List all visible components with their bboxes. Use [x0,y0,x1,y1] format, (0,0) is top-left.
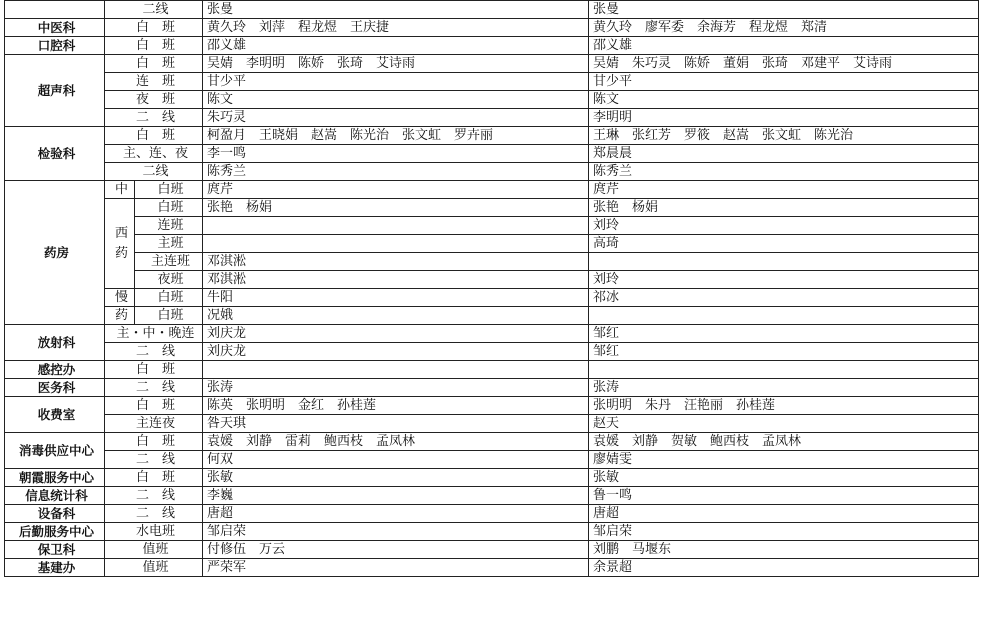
duty-names-day2: 高琦 [589,235,979,253]
duty-names-day1: 付修伍 万云 [203,541,589,559]
table-row [5,235,979,253]
duty-names-day1: 李一鸣 [203,145,589,163]
department-label: 检验科 [5,127,105,181]
shift-label: 白 班 [105,433,203,451]
duty-names-day1: 刘庆龙 [203,343,589,361]
duty-names-day1: 陈秀兰 [203,163,589,181]
duty-names-day1: 张曼 [203,1,589,19]
department-label: 医务科 [5,379,105,397]
duty-names-day2: 刘鹏 马堰东 [589,541,979,559]
department-label: 感控办 [5,361,105,379]
duty-names-day1: 刘庆龙 [203,325,589,343]
duty-names-day1: 咎天琪 [203,415,589,433]
shift-label: 二 线 [105,343,203,361]
table-row [5,199,979,217]
duty-names-day2: 张涛 [589,379,979,397]
duty-names-day2: 王琳 张红芳 罗筱 赵嵩 张文虹 陈光治 [589,127,979,145]
shift-label: 白班 [135,181,203,199]
duty-names-day2: 祁冰 [589,289,979,307]
shift-label: 白 班 [105,469,203,487]
shift-label: 二线 [105,163,203,181]
duty-names-day1: 牛阳 [203,289,589,307]
shift-label: 白班 [135,199,203,217]
table-row [5,541,979,559]
shift-label: 二 线 [105,487,203,505]
duty-names-day2: 邹启荣 [589,523,979,541]
duty-names-day2: 邹红 [589,343,979,361]
shift-label: 连 班 [105,73,203,91]
duty-names-day2 [589,253,979,271]
duty-names-day1: 张涛 [203,379,589,397]
department-label: 超声科 [5,55,105,127]
duty-names-day1: 邓淇淞 [203,253,589,271]
duty-names-day2: 甘少平 [589,73,979,91]
duty-names-day2: 吴婧 朱巧灵 陈娇 董娟 张琦 邓建平 艾诗雨 [589,55,979,73]
shift-label: 夜班 [135,271,203,289]
shift-label: 主连夜 [105,415,203,433]
table-row [5,163,979,181]
duty-names-day2 [589,361,979,379]
duty-names-day1: 张艳 杨娟 [203,199,589,217]
table-row [5,451,979,469]
table-row [5,415,979,433]
duty-roster-table [4,0,979,577]
shift-label: 白 班 [105,19,203,37]
shift-label: 二 线 [105,109,203,127]
duty-names-day2: 余景超 [589,559,979,577]
pharmacy-group-label: 药 [105,307,135,325]
duty-names-day2: 陈文 [589,91,979,109]
pharmacy-group-label: 中 [105,181,135,199]
duty-names-day2: 张曼 [589,1,979,19]
duty-names-day1: 柯盈月 王晓娟 赵嵩 陈光治 张文虹 罗卉丽 [203,127,589,145]
shift-label: 主・中・晚连 [105,325,203,343]
department-label: 消毒供应中心 [5,433,105,469]
duty-names-day2: 刘玲 [589,217,979,235]
department-label: 信息统计科 [5,487,105,505]
table-row [5,253,979,271]
table-row [5,433,979,451]
pharmacy-group-label: 西药 [105,199,135,289]
shift-label: 二线 [105,1,203,19]
table-row [5,217,979,235]
shift-label: 白 班 [105,361,203,379]
duty-names-day1: 吴婧 李明明 陈娇 张琦 艾诗雨 [203,55,589,73]
shift-label: 白班 [135,307,203,325]
department-label: 收费室 [5,397,105,433]
table-row [5,361,979,379]
duty-names-day2: 唐超 [589,505,979,523]
shift-label: 二 线 [105,505,203,523]
shift-label: 白 班 [105,55,203,73]
shift-label: 主连班 [135,253,203,271]
duty-names-day2: 陈秀兰 [589,163,979,181]
duty-names-day2 [589,307,979,325]
duty-names-day2: 赵天 [589,415,979,433]
table-row [5,343,979,361]
shift-label: 主班 [135,235,203,253]
shift-label: 白 班 [105,37,203,55]
table-row [5,325,979,343]
shift-label: 主、连、夜 [105,145,203,163]
shift-label: 二 线 [105,451,203,469]
table-row [5,181,979,199]
duty-names-day2: 刘玲 [589,271,979,289]
duty-names-day2: 鲁一鸣 [589,487,979,505]
duty-names-day1: 朱巧灵 [203,109,589,127]
duty-names-day2: 张明明 朱丹 汪艳丽 孙桂莲 [589,397,979,415]
shift-label: 值班 [105,541,203,559]
duty-names-day1: 张敏 [203,469,589,487]
table-row [5,145,979,163]
table-row [5,505,979,523]
duty-names-day1 [203,217,589,235]
department-label: 后勤服务中心 [5,523,105,541]
duty-names-day1: 何双 [203,451,589,469]
department-label: 放射科 [5,325,105,361]
table-row [5,55,979,73]
table-row [5,379,979,397]
department-label: 口腔科 [5,37,105,55]
table-row [5,469,979,487]
duty-names-day1: 况娥 [203,307,589,325]
table-row [5,559,979,577]
duty-names-day1: 邓淇淞 [203,271,589,289]
table-row [5,37,979,55]
duty-names-day2: 袁媛 刘静 贺敏 鲍西枝 孟凤林 [589,433,979,451]
duty-names-day1: 庹芹 [203,181,589,199]
duty-names-day1: 黄久玲 刘萍 程龙煜 王庆捷 [203,19,589,37]
shift-label: 二 线 [105,379,203,397]
department-label: 中医科 [5,19,105,37]
pharmacy-group-label: 慢 [105,289,135,307]
table-row [5,397,979,415]
shift-label: 夜 班 [105,91,203,109]
shift-label: 水电班 [105,523,203,541]
department-label: 基建办 [5,559,105,577]
duty-names-day1: 严荣军 [203,559,589,577]
duty-names-day1 [203,361,589,379]
table-row [5,523,979,541]
duty-names-day2: 廖婧雯 [589,451,979,469]
table-row [5,271,979,289]
department-label: 朝霞服务中心 [5,469,105,487]
table-row [5,289,979,307]
duty-names-day2: 李明明 [589,109,979,127]
table-row [5,127,979,145]
department-label: 设备科 [5,505,105,523]
shift-label: 值班 [105,559,203,577]
table-row [5,307,979,325]
duty-names-day1: 陈英 张明明 金红 孙桂莲 [203,397,589,415]
department-label: 保卫科 [5,541,105,559]
duty-names-day2: 张敏 [589,469,979,487]
table-row [5,91,979,109]
department-label: 药房 [5,181,105,325]
duty-names-day1: 甘少平 [203,73,589,91]
duty-names-day1: 邵义雄 [203,37,589,55]
shift-label: 白 班 [105,127,203,145]
duty-names-day2: 郑晨晨 [589,145,979,163]
duty-names-day1: 李巍 [203,487,589,505]
duty-names-day1: 唐超 [203,505,589,523]
table-row [5,73,979,91]
table-row [5,487,979,505]
duty-names-day1: 邹启荣 [203,523,589,541]
table-row [5,19,979,37]
shift-label: 白班 [135,289,203,307]
duty-names-day1 [203,235,589,253]
table-row [5,1,979,19]
duty-names-day1: 袁媛 刘静 雷莉 鲍西枝 孟凤林 [203,433,589,451]
shift-label: 白 班 [105,397,203,415]
duty-names-day2: 庹芹 [589,181,979,199]
duty-names-day2: 邵义雄 [589,37,979,55]
duty-names-day2: 黄久玲 廖军委 余海芳 程龙煜 郑清 [589,19,979,37]
table-row [5,109,979,127]
shift-label: 连班 [135,217,203,235]
duty-names-day2: 邹红 [589,325,979,343]
duty-names-day2: 张艳 杨娟 [589,199,979,217]
duty-names-day1: 陈文 [203,91,589,109]
